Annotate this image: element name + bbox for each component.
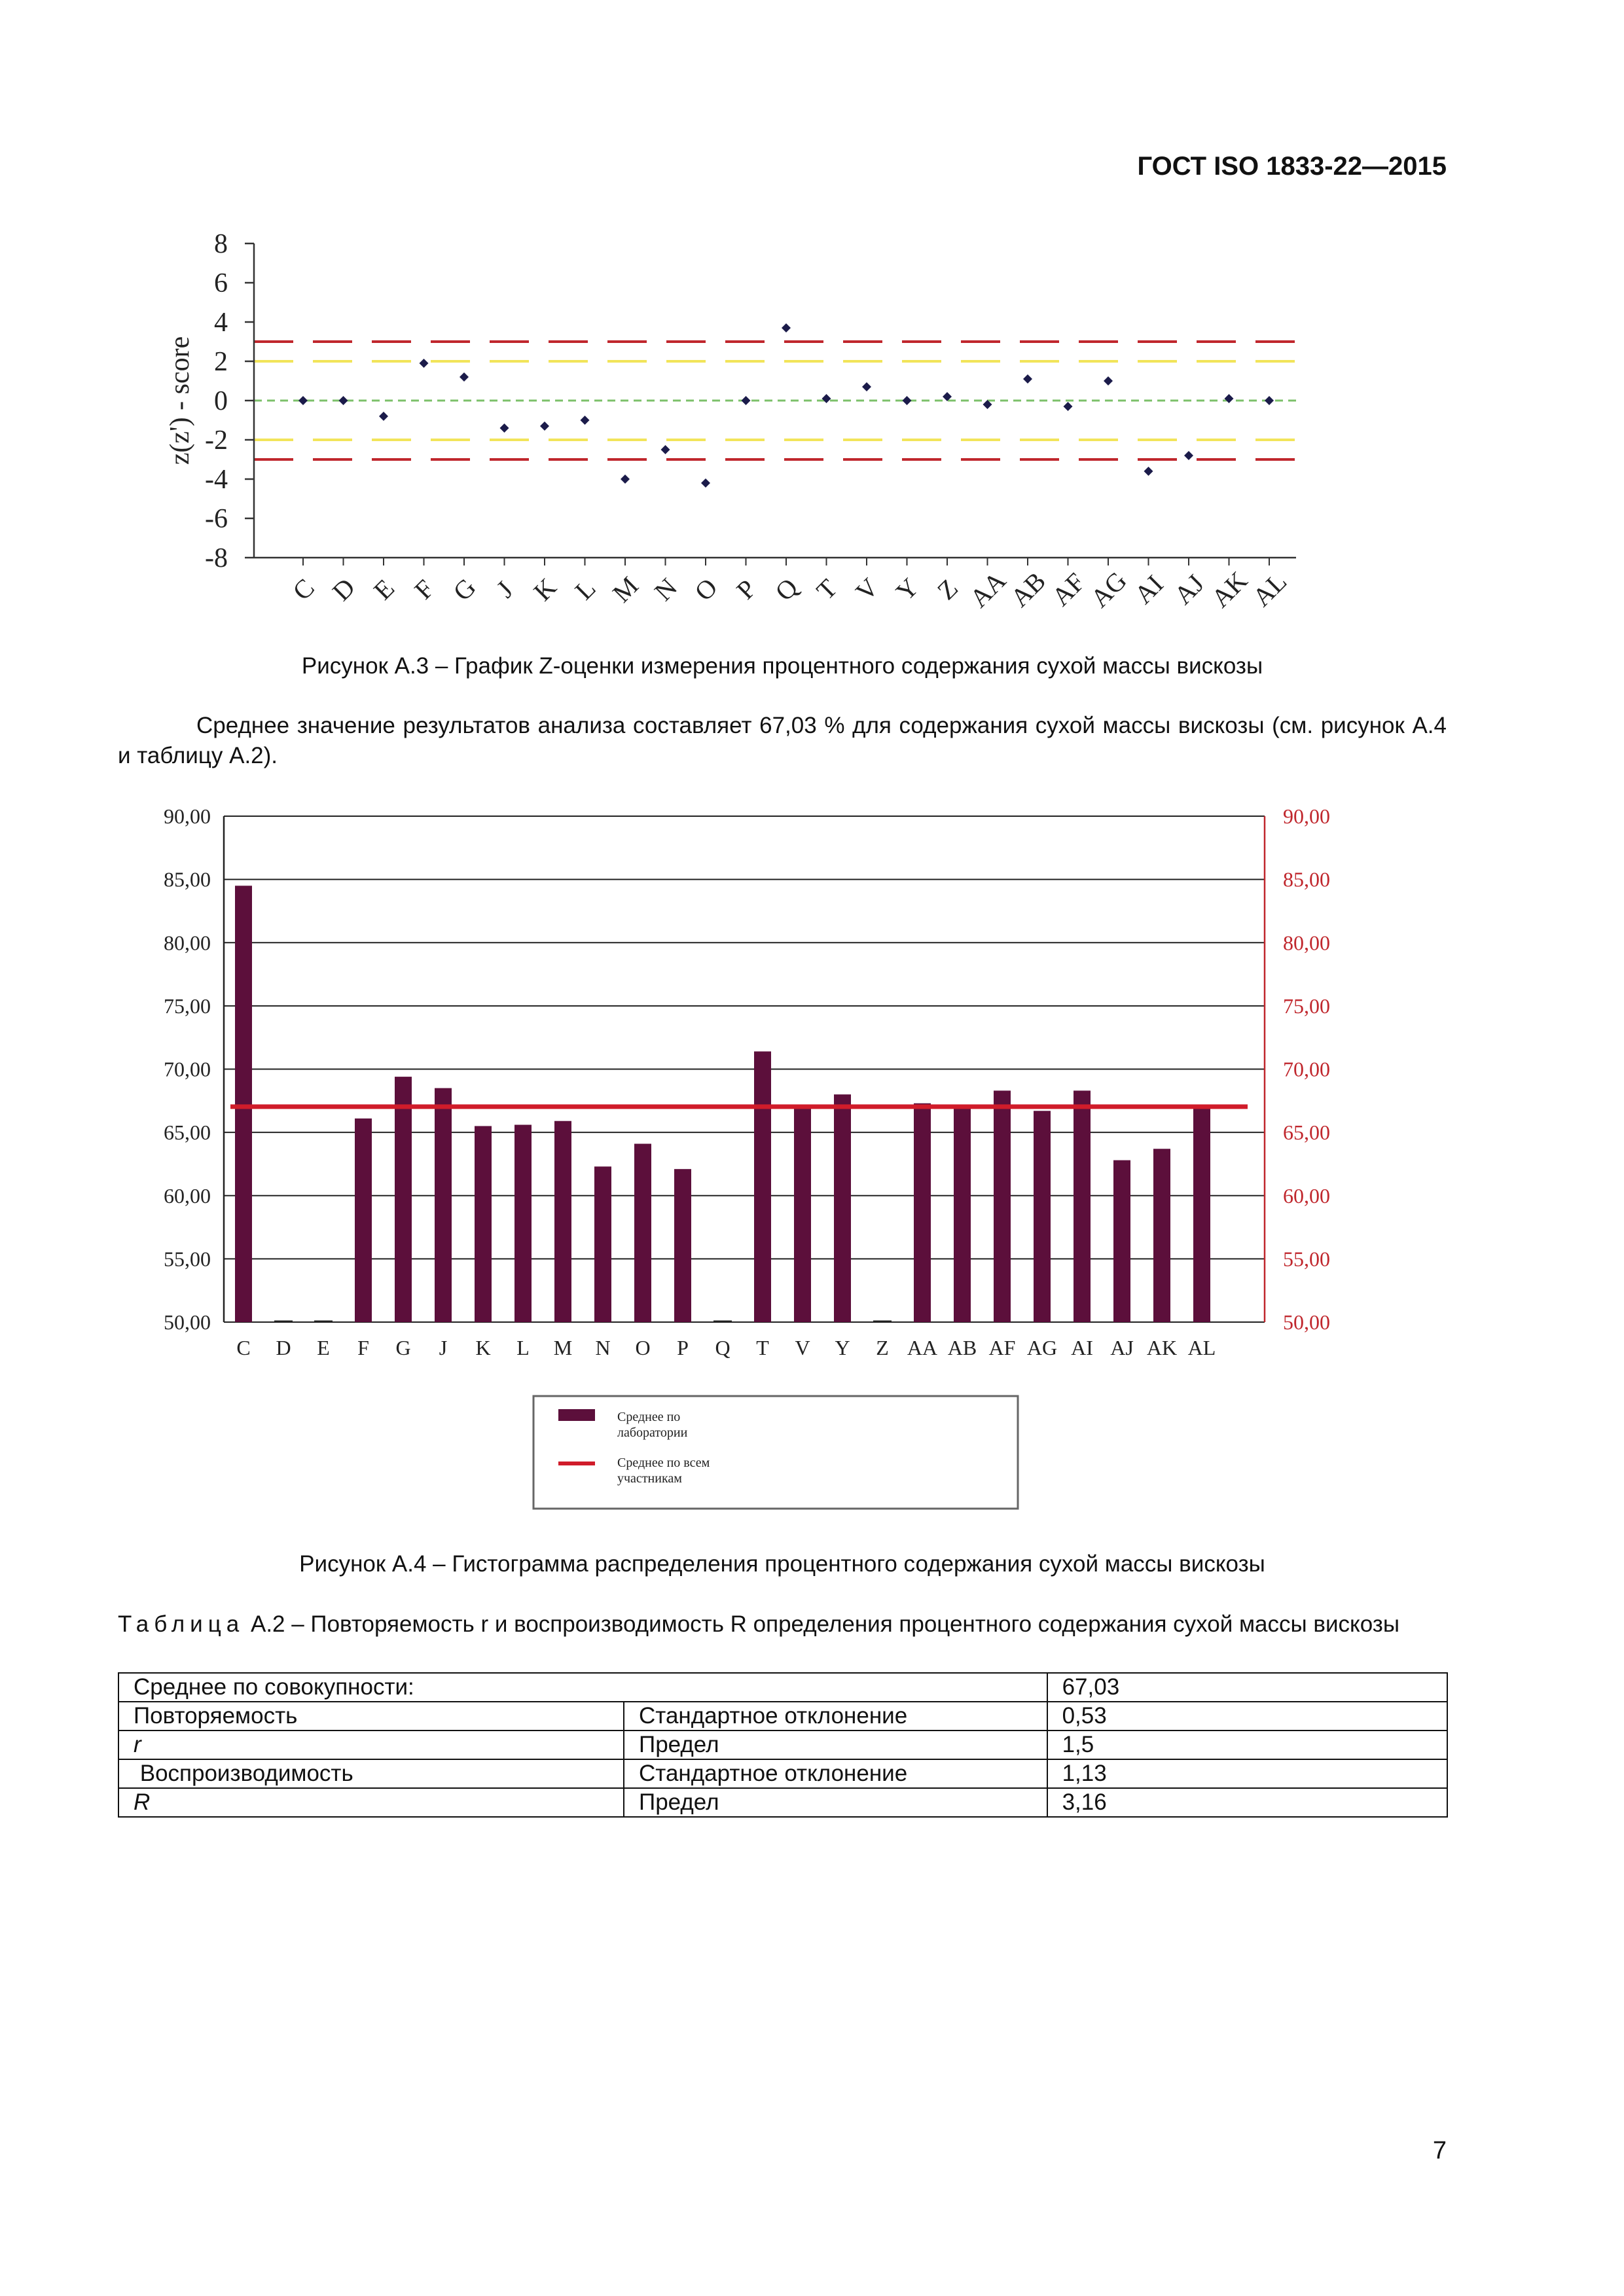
x-tick-label: T	[810, 573, 843, 606]
x-tick-label: AI	[1128, 569, 1169, 610]
x-tick-label: K	[528, 572, 562, 607]
table-cell-label: R	[118, 1788, 624, 1817]
x-tick-label: D	[326, 572, 361, 607]
x-tick-label: Q	[769, 572, 804, 607]
bar	[674, 1169, 691, 1322]
x-tick-label: F	[408, 573, 440, 605]
x-tick-label: F	[357, 1336, 369, 1359]
table-row	[118, 1673, 1447, 1702]
data-point	[540, 422, 549, 431]
y-tick-label: 60,00	[164, 1183, 211, 1208]
bar	[554, 1121, 571, 1322]
x-tick-label: O	[689, 572, 723, 607]
table-a2-title	[118, 1610, 1447, 1639]
bar	[794, 1107, 811, 1322]
legend-swatch-bars	[558, 1409, 595, 1421]
y-tick-label: 6	[214, 268, 228, 298]
table-cell-value: 67,03	[1047, 1673, 1447, 1702]
y-tick-label: 70,00	[164, 1057, 211, 1081]
data-point	[903, 396, 912, 405]
secondary-y-tick-label: 80,00	[1283, 931, 1330, 955]
secondary-y-tick-label: 70,00	[1283, 1057, 1330, 1081]
x-tick-label: O	[635, 1336, 651, 1359]
table-cell-label: Воспроизводимость	[118, 1759, 624, 1788]
legend-label-line: Среднее по	[617, 1410, 681, 1424]
x-tick-label: Z	[876, 1336, 889, 1359]
bar	[235, 886, 252, 1322]
x-tick-label: T	[756, 1336, 769, 1359]
legend-label-line: лаборатории	[617, 1426, 688, 1440]
x-tick-label: AG	[1026, 1336, 1058, 1359]
x-tick-label: J	[439, 1336, 448, 1359]
x-tick-label: V	[795, 1336, 810, 1359]
x-tick-label: AB	[947, 1336, 977, 1359]
y-tick-label: 55,00	[164, 1247, 211, 1271]
x-tick-label: AJ	[1168, 568, 1210, 611]
data-point	[1104, 376, 1113, 386]
bar-plot-area	[164, 804, 1330, 1509]
data-point	[500, 423, 509, 433]
x-tick-label: Z	[931, 573, 964, 606]
data-point	[1184, 451, 1193, 460]
x-tick-label: P	[731, 573, 762, 605]
data-point	[420, 359, 429, 368]
document-header-id: ГОСТ ISO 1833-22—2015	[1137, 152, 1447, 181]
data-point	[782, 323, 791, 332]
bar	[514, 1125, 532, 1322]
bar	[475, 1126, 492, 1322]
x-tick-label: M	[606, 570, 644, 608]
x-tick-label: E	[317, 1336, 330, 1359]
zscore-scatter-chart	[151, 216, 1316, 635]
body-paragraph	[118, 711, 1447, 771]
table-cell-value: 3,16	[1047, 1788, 1447, 1817]
bar	[594, 1166, 611, 1322]
y-axis-title: z(z') - score	[165, 336, 195, 465]
x-tick-label: AB	[1004, 565, 1052, 613]
x-tick-label: AG	[1085, 565, 1132, 613]
x-tick-label: Y	[890, 572, 925, 607]
x-tick-label: AI	[1071, 1336, 1093, 1359]
x-tick-label: L	[516, 1336, 530, 1359]
y-tick-label: -8	[205, 543, 228, 573]
secondary-y-tick-label: 60,00	[1283, 1183, 1330, 1208]
secondary-y-tick-label: 65,00	[1283, 1121, 1330, 1145]
secondary-y-tick-label: 90,00	[1283, 804, 1330, 828]
table-row	[118, 1788, 1447, 1817]
x-tick-label: J	[490, 575, 519, 603]
y-tick-label: 75,00	[164, 994, 211, 1018]
data-point	[742, 396, 751, 405]
bar	[834, 1094, 851, 1322]
table-cell-label: Среднее по совокупности:	[118, 1673, 1047, 1702]
x-tick-label: K	[475, 1336, 491, 1359]
x-tick-label: AF	[1045, 567, 1091, 612]
table-row	[118, 1731, 1447, 1759]
bar	[914, 1103, 931, 1322]
x-tick-label: AA	[907, 1336, 938, 1359]
legend-label-line: участникам	[617, 1471, 682, 1486]
data-point	[298, 396, 308, 405]
y-tick-label: 8	[214, 229, 228, 259]
secondary-y-tick-label: 75,00	[1283, 994, 1330, 1018]
y-tick-label: 90,00	[164, 804, 211, 828]
secondary-y-tick-label: 50,00	[1283, 1310, 1330, 1334]
x-tick-label: C	[236, 1336, 251, 1359]
bar	[1113, 1160, 1130, 1322]
x-tick-label: L	[569, 573, 602, 606]
bar	[435, 1088, 452, 1322]
data-point	[621, 475, 630, 484]
x-tick-label: E	[367, 573, 401, 606]
secondary-y-tick-label: 85,00	[1283, 867, 1330, 891]
figure-a3-caption: Рисунок А.3 – График Z-оценки измерения процентного содержания сухой массы вискозы	[301, 653, 1263, 679]
data-point	[581, 416, 590, 425]
y-tick-label: 65,00	[164, 1121, 211, 1145]
x-tick-label: AL	[1187, 1336, 1216, 1359]
x-tick-label: C	[287, 573, 320, 606]
legend-label-line: Среднее по всем	[617, 1456, 710, 1470]
table-row	[118, 1759, 1447, 1788]
y-tick-label: 80,00	[164, 931, 211, 955]
data-point	[1225, 394, 1234, 403]
bar	[355, 1119, 372, 1322]
x-tick-label: AF	[988, 1336, 1016, 1359]
x-tick-label: D	[276, 1336, 291, 1359]
bar	[1074, 1090, 1091, 1322]
table-cell-label: r	[118, 1731, 624, 1759]
data-point	[1064, 402, 1073, 411]
x-tick-label: G	[447, 572, 482, 607]
bar	[994, 1090, 1011, 1322]
table-a2	[118, 1672, 1448, 1818]
data-point	[1265, 396, 1274, 405]
data-point	[460, 372, 469, 382]
x-tick-label: AK	[1205, 565, 1254, 613]
table-cell-value: 1,5	[1047, 1731, 1447, 1759]
table-cell-param: Предел	[624, 1788, 1047, 1817]
y-tick-label: 0	[214, 386, 228, 416]
table-cell-label: Повторяемость	[118, 1702, 624, 1731]
y-tick-label: -6	[205, 504, 228, 534]
table-row	[118, 1702, 1447, 1731]
data-point	[862, 382, 871, 391]
data-point	[701, 478, 710, 488]
x-tick-label: P	[677, 1336, 689, 1359]
x-tick-label: Y	[835, 1336, 850, 1359]
table-cell-param: Предел	[624, 1731, 1047, 1759]
y-tick-label: -4	[205, 465, 228, 495]
x-tick-label: AL	[1246, 566, 1293, 613]
table-cell-param: Стандартное отклонение	[624, 1759, 1047, 1788]
figure-a4-caption: Рисунок А.4 – Гистограмма распределения процентного содержания сухой массы вискозы	[299, 1551, 1265, 1577]
x-tick-label: V	[850, 572, 884, 607]
bar	[395, 1077, 412, 1322]
bar	[1034, 1111, 1051, 1322]
secondary-y-tick-label: 55,00	[1283, 1247, 1330, 1271]
data-point	[339, 396, 348, 405]
table-cell-param: Стандартное отклонение	[624, 1702, 1047, 1731]
zscore-plot-area	[165, 229, 1296, 613]
data-point	[661, 445, 670, 454]
legend-box	[533, 1396, 1018, 1509]
x-tick-label: AK	[1146, 1336, 1178, 1359]
bar	[754, 1051, 771, 1322]
bar	[1193, 1108, 1210, 1322]
page-number: 7	[1432, 2137, 1447, 2164]
table-title-text: А.2 – Повторяемость r и воспроизводимость R определения процентного содержания сухой массы вискозы	[250, 1611, 1400, 1637]
table-cell-value: 0,53	[1047, 1702, 1447, 1731]
x-tick-label: Q	[715, 1336, 731, 1359]
body-paragraph-text: Среднее значение результатов анализа составляет 67,03 % для содержания сухой массы вискозы (см. рисунок А.4 и таблицу А.2).	[118, 713, 1447, 768]
y-tick-label: -2	[205, 425, 228, 456]
data-point	[1144, 467, 1153, 476]
x-tick-label: N	[648, 572, 683, 607]
y-tick-label: 85,00	[164, 867, 211, 891]
bar	[1153, 1149, 1170, 1322]
x-tick-label: G	[395, 1336, 411, 1359]
x-tick-label: AJ	[1110, 1336, 1134, 1359]
bar	[634, 1144, 651, 1322]
y-tick-label: 50,00	[164, 1310, 211, 1334]
table-cell-value: 1,13	[1047, 1759, 1447, 1788]
mean-bar-chart	[118, 789, 1427, 1541]
data-point	[822, 394, 831, 403]
bar	[954, 1106, 971, 1322]
y-tick-label: 2	[214, 347, 228, 377]
data-point	[1023, 374, 1032, 384]
x-tick-label: AA	[964, 565, 1012, 613]
table-title-prefix: Таблица	[118, 1611, 245, 1637]
x-tick-label: N	[595, 1336, 611, 1359]
y-tick-label: 4	[214, 308, 228, 338]
x-tick-label: M	[553, 1336, 573, 1359]
data-point	[379, 412, 388, 421]
